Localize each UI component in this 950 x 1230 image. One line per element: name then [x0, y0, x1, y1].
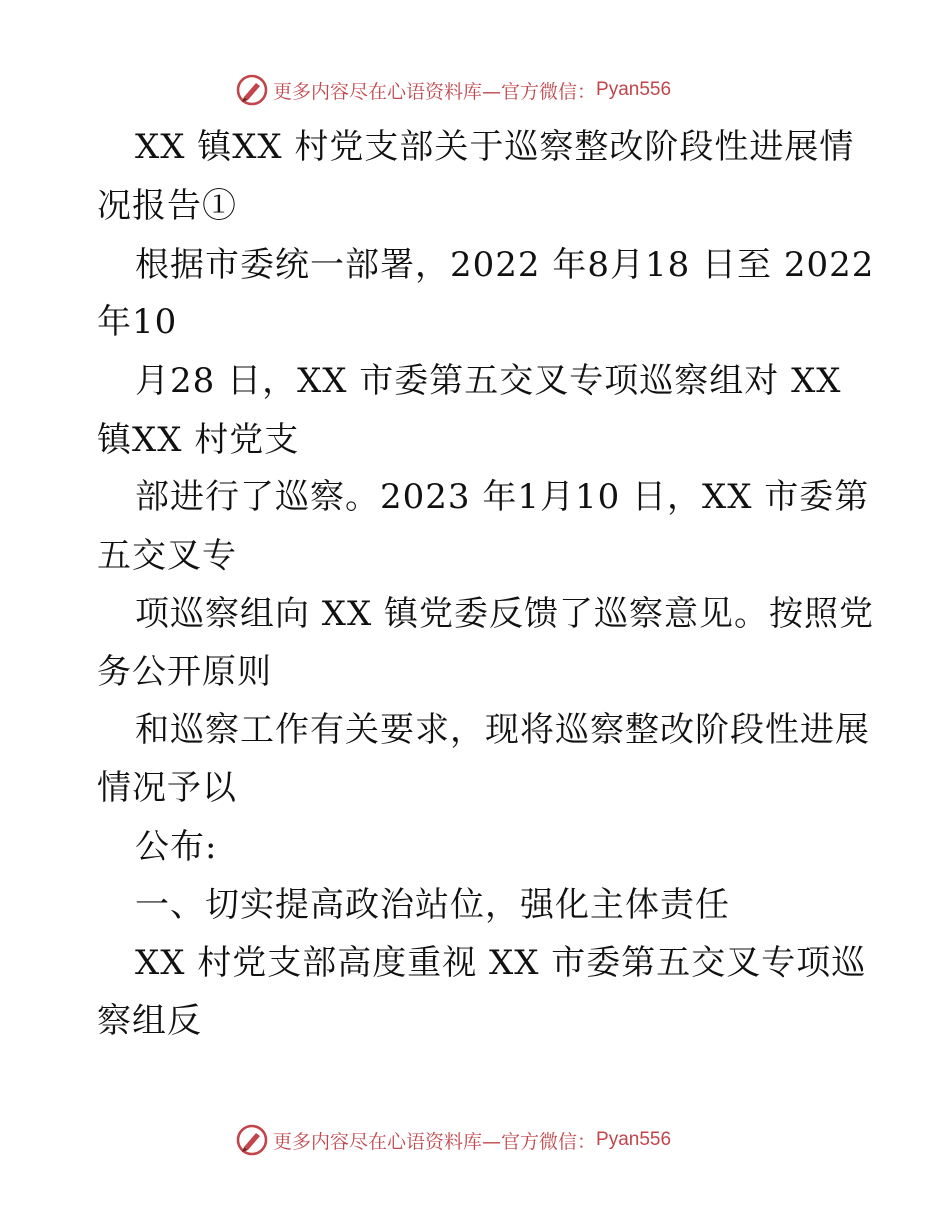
- watermark-handle: Pyan556: [596, 79, 672, 100]
- section-heading: 一、切实提高政治站位，强化主体责任: [135, 885, 730, 925]
- paragraph-line: 镇XX 村党支: [97, 420, 300, 460]
- paragraph-line: 根据市委统一部署，2022 年8月18 日至 2022: [135, 245, 875, 285]
- paragraph-line: 年10: [97, 302, 178, 342]
- document-title-line-1: XX 镇XX 村党支部关于巡察整改阶段性进展情: [135, 127, 855, 167]
- paragraph-line: XX 村党支部高度重视 XX 市委第五交叉专项巡: [135, 943, 867, 983]
- paragraph-line: 务公开原则: [97, 652, 272, 692]
- paragraph-line: 五交叉专: [97, 536, 237, 576]
- paragraph-line: 和巡察工作有关要求，现将巡察整改阶段性进展: [135, 710, 870, 750]
- watermark-header: [235, 72, 671, 108]
- pen-in-circle-icon: [235, 73, 269, 107]
- pen-in-circle-icon: [235, 1123, 269, 1157]
- watermark-text: 更多内容尽在心语资料库—官方微信：: [273, 80, 597, 103]
- document-title-line-2: 况报告①: [97, 186, 237, 226]
- paragraph-line: 情况予以: [97, 768, 237, 808]
- paragraph-line: 部进行了巡察。2023 年1月10 日，XX 市委第: [135, 477, 870, 517]
- paragraph-line: 公布:: [135, 827, 218, 867]
- watermark-text: 更多内容尽在心语资料库—官方微信：: [273, 1130, 597, 1153]
- paragraph-line: 察组反: [97, 1001, 202, 1041]
- paragraph-line: 项巡察组向 XX 镇党委反馈了巡察意见。按照党: [135, 594, 875, 634]
- watermark-footer: [235, 1122, 671, 1158]
- watermark-handle: Pyan556: [596, 1129, 672, 1150]
- paragraph-line: 月28 日，XX 市委第五交叉专项巡察组对 XX: [135, 361, 842, 401]
